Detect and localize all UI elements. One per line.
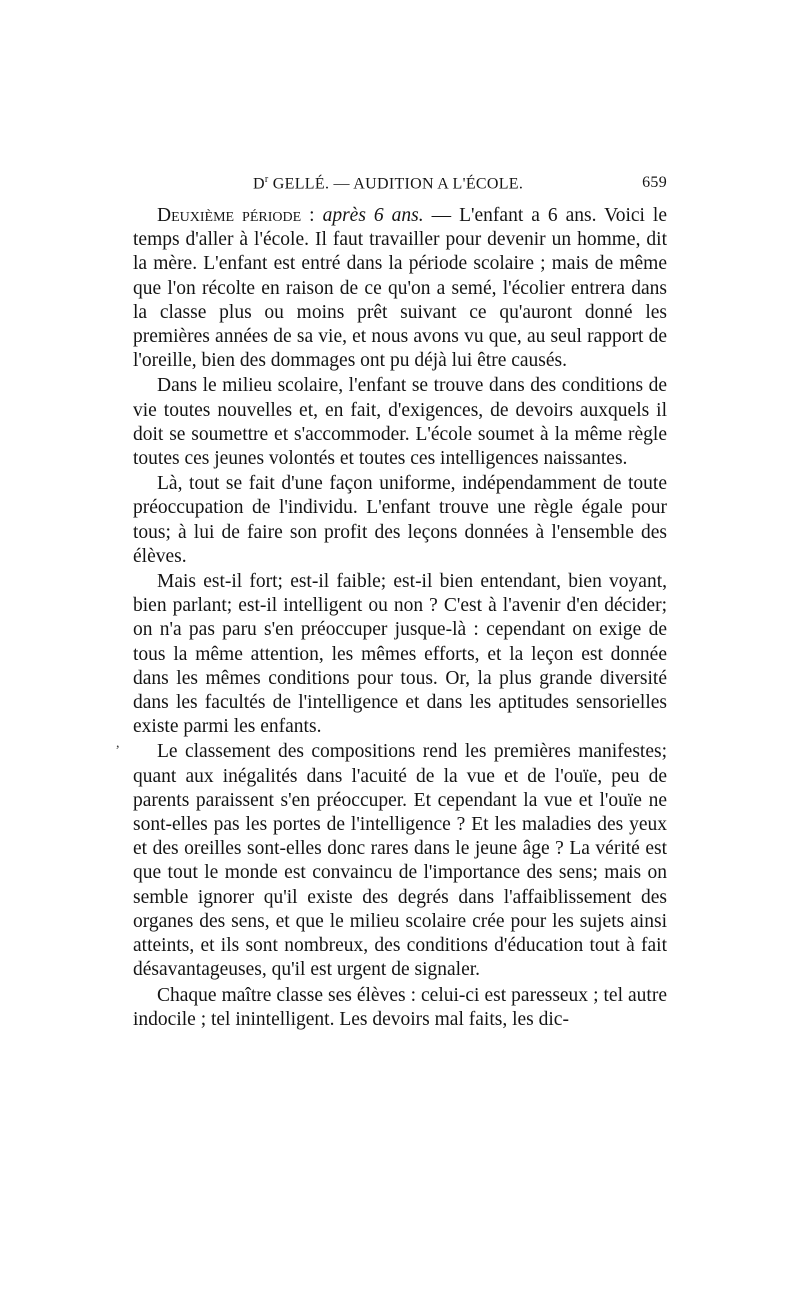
- running-head: [133, 174, 667, 196]
- title-superscript: r: [264, 174, 269, 185]
- section-heading: Deuxième période: [157, 205, 302, 226]
- paragraph-3: Là, tout se fait d'une façon uniforme, indépendamment de toute préoccupation de l'individu. L'enfant trouve une règle égale pour tous; à lui de faire son profit des leçons données à l'ensemble des élèves.: [133, 473, 667, 567]
- paragraph-1: [133, 204, 667, 373]
- paragraph-1-text: — L'enfant a 6 ans. Voici le temps d'aller à l'école. Il faut travailler pour devenir un homme, dit la mère. L'enfant est entré dans la période scolaire ; mais de même que l'on récolte en raison de ce qu'on a semé, l'écolier entrera dans la classe plus ou moins prêt suivant ce qu'auront donné les premières années de sa vie, et nous avons vu que, au seul rapport de l'oreille, bien des dommages ont pu déjà lui être causés.: [133, 205, 667, 372]
- title-rest: GELLÉ. — AUDITION A L'ÉCOLE.: [268, 175, 524, 193]
- body-text: [133, 204, 667, 1032]
- page-number: 659: [642, 174, 667, 191]
- running-head-title: [253, 174, 523, 193]
- margin-mark: ,: [116, 736, 120, 751]
- paragraph-2: Dans le milieu scolaire, l'enfant se trouve dans des conditions de vie toutes nouvelles et, en fait, d'exigences, de devoirs auxquels il doit se soumettre et s'accommoder. L'école soumet à la même règle toutes ces jeunes volontés et toutes ces intelligences naissantes.: [133, 375, 667, 470]
- section-subheading: après 6 ans.: [322, 205, 424, 226]
- title-prefix: D: [253, 175, 265, 193]
- paragraph-4: Mais est-il fort; est-il faible; est-il bien entendant, bien voyant, bien parlant; est-il intelligent ou non ? C'est à l'avenir d'en décider; on n'a pas paru s'en préoccuper jusque-là : cependant on exige de tous la même attention, les mêmes efforts, et la leçon est donnée dans les mêmes conditions pour tous. Or, la plus grande diversité dans les facultés de l'intelligence et dans les aptitudes sensorielles existe parmi les enfants.: [133, 571, 667, 738]
- paragraph-6: Chaque maître classe ses élèves : celui-ci est paresseux ; tel autre indocile ; tel inintelligent. Les devoirs mal faits, les dic-: [133, 984, 667, 1030]
- heading-colon: :: [301, 205, 323, 226]
- paragraph-5: Le classement des compositions rend les premières manifestes; quant aux inégalités dans l'acuité de la vue et de l'ouïe, peu de parents paraissent s'en préoccuper. Et cependant la vue et l'ouïe ne sont-elles pas les portes de l'intelligence ? Et les maladies des yeux et des oreilles sont-elles donc rares dans le jeune âge ? La vérité est que tout le monde est convaincu de l'importance des sens; mais on semble ignorer qu'il existe des degrés dans l'affaiblissement des organes des sens, et que le milieu scolaire crée pour les sujets ainsi atteints, et ils sont nombreux, des conditions d'éducation tout à fait désavantageuses, qu'il est urgent de signaler.: [133, 741, 667, 981]
